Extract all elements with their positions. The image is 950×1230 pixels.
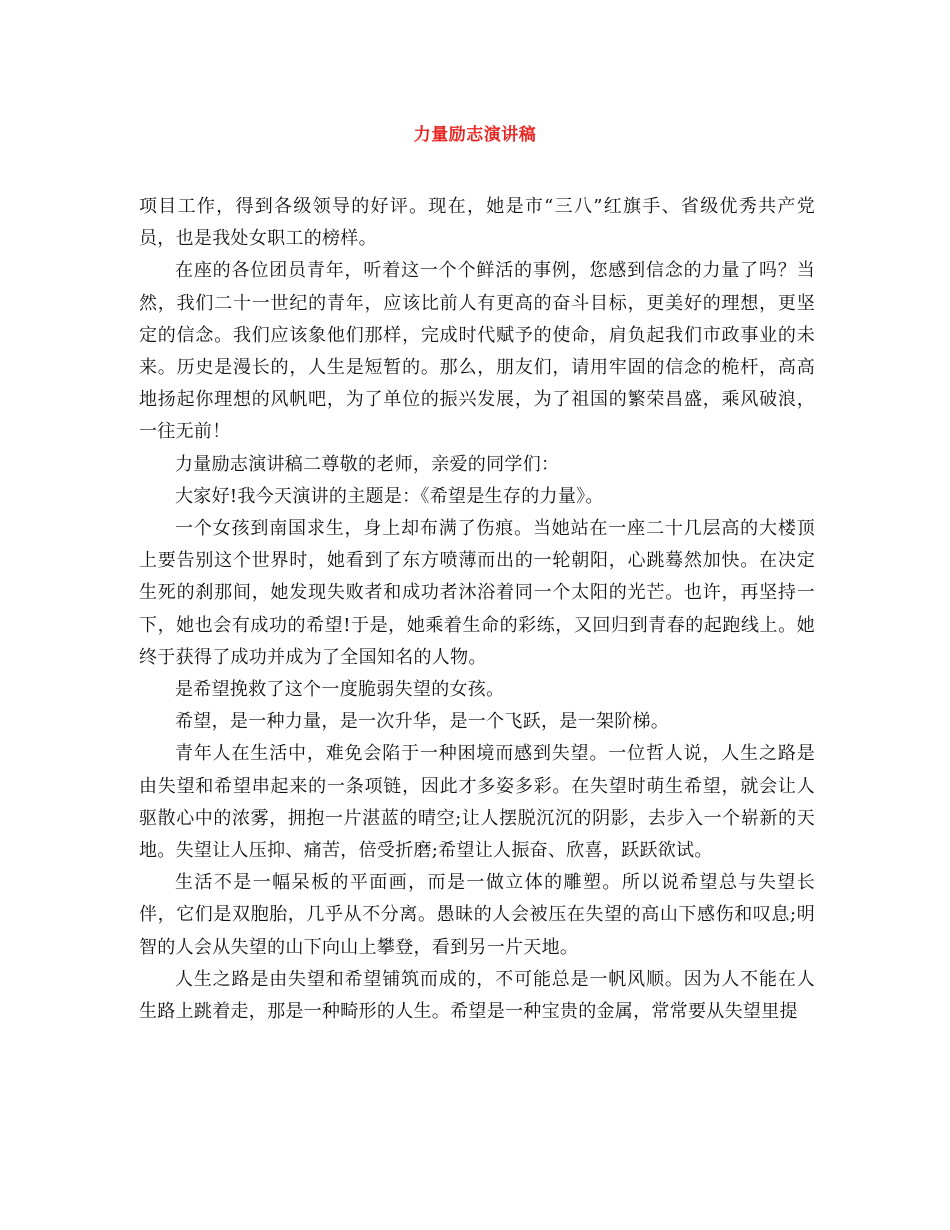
document-body [139,191,815,1028]
paragraph: 力量励志演讲稿二尊敬的老师，亲爱的同学们： [175,453,560,475]
paragraph: 希望，是一种力量，是一次升华，是一个飞跃，是一架阶梯。 [175,711,670,733]
paragraph: 一个女孩到南国求生，身上却布满了伤痕。当她站在一座二十几层高的大楼顶上要告别这个世界时，她看到了东方喷薄而出的一轮朝阳，心跳蓦然加快。在决定生死的刹那间，她发现失败者和成功者沐浴着同一个太阳的光芒。也许，再坚持一下，她也会有成功的希望!于是，她乘着生命的彩练，又回归到青春的起跑线上。她终于获得了成功并成为了全国知名的人物。 [139,518,815,668]
paragraph: 大家好!我今天演讲的主题是：《希望是生存的力量》。 [175,485,604,507]
paragraph: 人生之路是由失望和希望铺筑而成的，不可能总是一帆风顺。因为人不能在人生路上跳着走，那是一种畸形的人生。希望是一种宝贵的金属，常常要从失望里提 [139,968,815,1023]
paragraph: 项目工作，得到各级领导的好评。现在，她是市“三八”红旗手、省级优秀共产党员，也是我处女职工的榜样。 [139,196,815,250]
paragraph: 生活不是一幅呆板的平面画，而是一做立体的雕塑。所以说希望总与失望长伴，它们是双胞胎，几乎从不分离。愚昧的人会被压在失望的高山下感伤和叹息;明智的人会从失望的山下向山上攀登，看到另一片天地。 [139,872,815,958]
paragraph: 在座的各位团员青年，听着这一个个鲜活的事例，您感到信念的力量了吗？当然，我们二十一世纪的青年，应该比前人有更高的奋斗目标，更美好的理想，更坚定的信念。我们应该象他们那样，完成时代赋予的使命，肩负起我们市政事业的未来。历史是漫长的，人生是短暂的。那么，朋友们，请用牢固的信念的桅杆，高高地扬起你理想的风帆吧，为了单位的振兴发展，为了祖国的繁荣昌盛，乘风破浪，一往无前！ [139,260,815,443]
paragraph: 是希望挽救了这个一度脆弱失望的女孩。 [175,679,505,701]
paragraph: 青年人在生活中，难免会陷于一种困境而感到失望。一位哲人说，人生之路是由失望和希望串起来的一条项链，因此才多姿多彩。在失望时萌生希望，就会让人驱散心中的浓雾，拥抱一片湛蓝的晴空;让人摆脱沉沉的阴影，去步入一个崭新的天地。失望让人压抑、痛苦，倍受折磨;希望让人振奋、欣喜，跃跃欲试。 [139,743,815,862]
document-title: 力量励志演讲稿 [413,125,537,145]
